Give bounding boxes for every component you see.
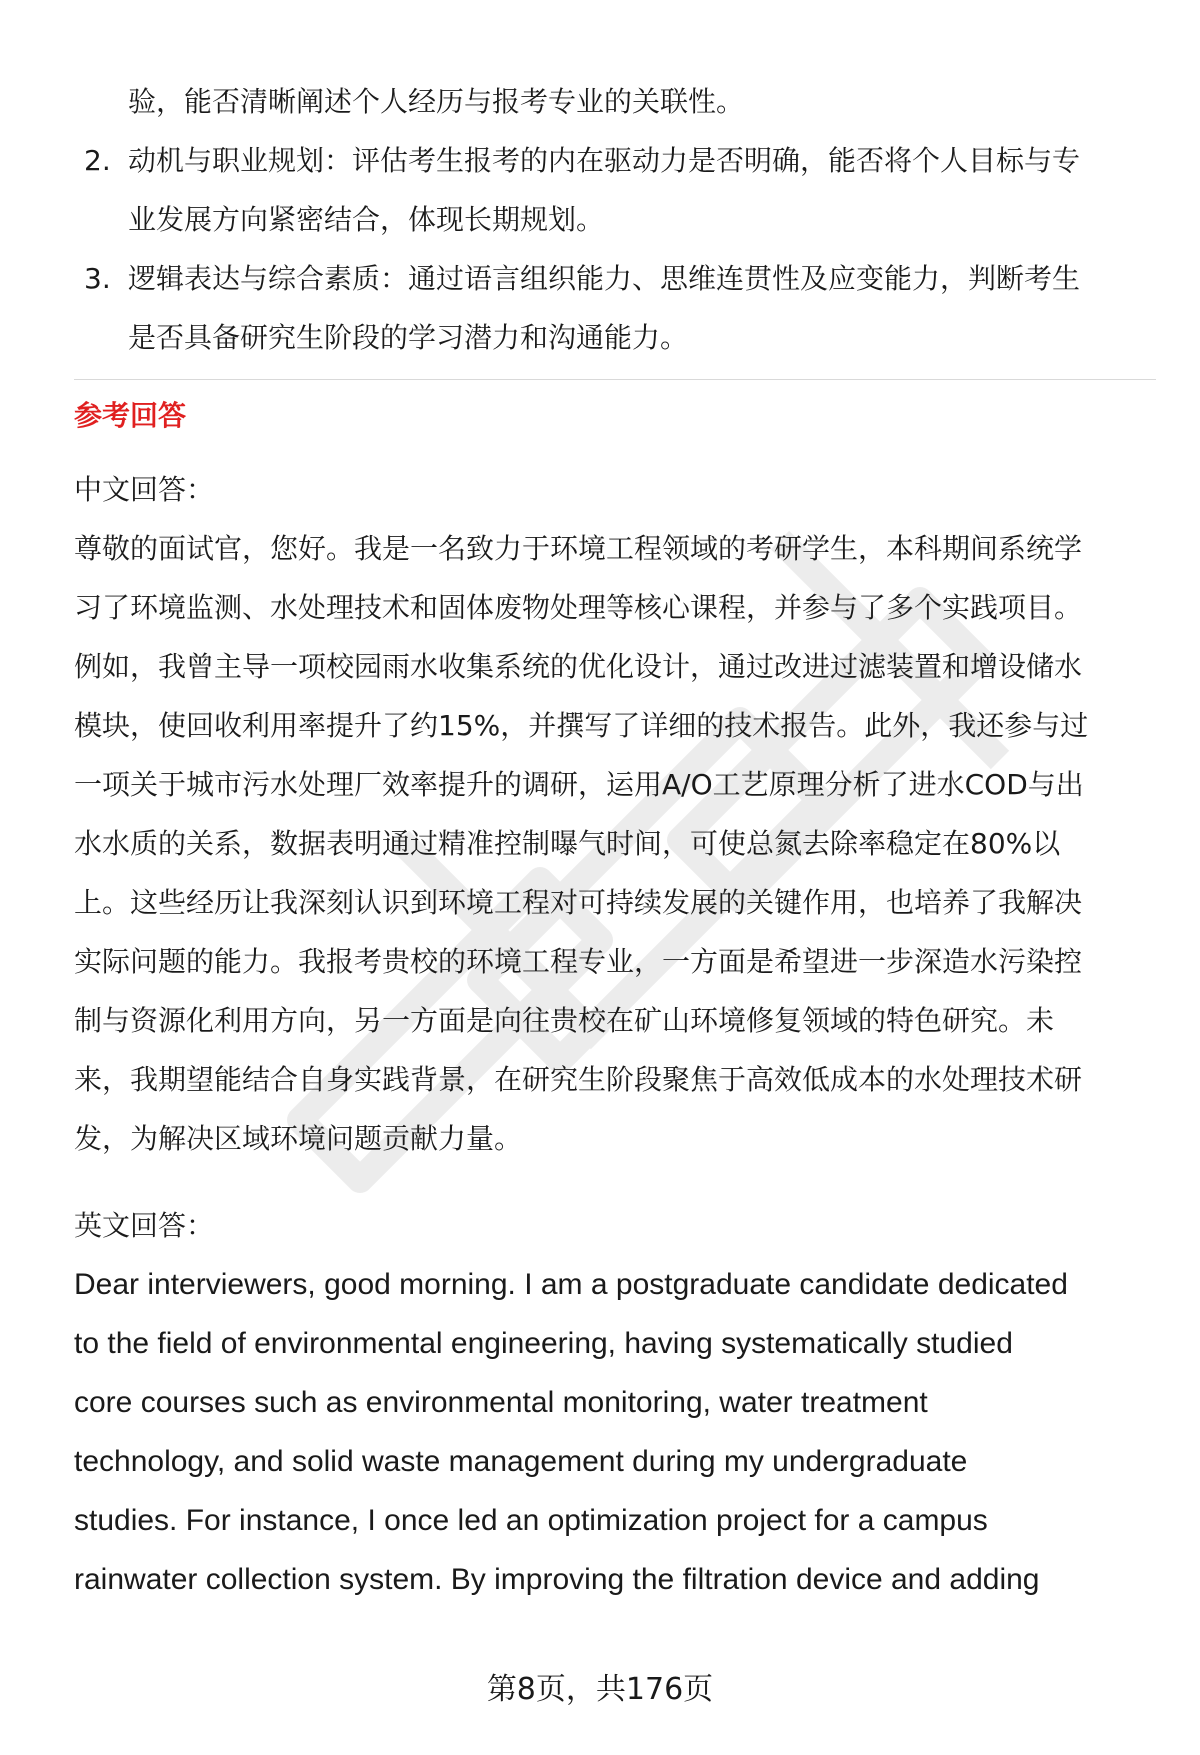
list-item-line: 是否具备研究生阶段的学习潜力和沟通能力。 bbox=[128, 321, 689, 354]
paragraph-line: rainwater collection system. By improving the filtration device and adding bbox=[74, 1563, 1040, 1596]
paragraph-line: to the field of environmental engineering, having systematically studied bbox=[74, 1327, 1013, 1360]
paragraph-line: 上。这些经历让我深刻认识到环境工程对可持续发展的关键作用，也培养了我解决 bbox=[74, 886, 1083, 919]
paragraph-line: 尊敬的面试官，您好。我是一名致力于环境工程领域的考研学生，本科期间系统学 bbox=[74, 532, 1083, 565]
list-item-line: 动机与职业规划：评估考生报考的内在驱动力是否明确，能否将个人目标与专 bbox=[128, 144, 1081, 177]
chinese-answer-body bbox=[74, 519, 1146, 1168]
list-item-number: 3. bbox=[84, 262, 111, 295]
list-item-number: 2. bbox=[84, 144, 111, 177]
paragraph-line: 一项关于城市污水处理厂效率提升的调研，运用A/O工艺原理分析了进水COD与出 bbox=[74, 768, 1084, 801]
paragraph-line: core courses such as environmental monitoring, water treatment bbox=[74, 1386, 928, 1419]
paragraph-line: 实际问题的能力。我报考贵校的环境工程专业，一方面是希望进一步深造水污染控 bbox=[74, 945, 1083, 978]
paragraph-line: 水水质的关系，数据表明通过精准控制曝气时间，可使总氮去除率稳定在80%以 bbox=[74, 827, 1061, 860]
page-content bbox=[74, 72, 1146, 1609]
english-answer-label: 英文回答： bbox=[74, 1209, 215, 1242]
paragraph-line: 来，我期望能结合自身实践背景，在研究生阶段聚焦于高效低成本的水处理技术研 bbox=[74, 1063, 1083, 1096]
list-item bbox=[74, 131, 1146, 249]
paragraph-line: technology, and solid waste management during my undergraduate bbox=[74, 1445, 968, 1478]
paragraph-line: studies. For instance, I once led an optimization project for a campus bbox=[74, 1504, 988, 1537]
paragraph-line: 习了环境监测、水处理技术和固体废物处理等核心课程，并参与了多个实践项目。 bbox=[74, 591, 1083, 624]
section-divider bbox=[74, 379, 1156, 380]
list-continuation-line: 验，能否清晰阐述个人经历与报考专业的关联性。 bbox=[128, 85, 745, 118]
page-number-footer: 第8页，共176页 bbox=[486, 1672, 714, 1707]
list-item-line: 业发展方向紧密结合，体现长期规划。 bbox=[128, 203, 605, 236]
paragraph-line: Dear interviewers, good morning. I am a postgraduate candidate dedicated bbox=[74, 1268, 1068, 1301]
english-answer-body bbox=[74, 1255, 1146, 1609]
list-item bbox=[74, 249, 1146, 367]
paragraph-line: 发，为解决区域环境问题贡献力量。 bbox=[74, 1122, 523, 1155]
paragraph-line: 模块，使回收利用率提升了约15%，并撰写了详细的技术报告。此外，我还参与过 bbox=[74, 709, 1089, 742]
paragraph-line: 制与资源化利用方向，另一方面是向往贵校在矿山环境修复领域的特色研究。未 bbox=[74, 1004, 1055, 1037]
paragraph-line: 例如，我曾主导一项校园雨水收集系统的优化设计，通过改进过滤装置和增设储水 bbox=[74, 650, 1083, 683]
list-item-line: 逻辑表达与综合素质：通过语言组织能力、思维连贯性及应变能力，判断考生 bbox=[128, 262, 1081, 295]
section-title: 参考回答 bbox=[74, 399, 187, 432]
chinese-answer-label: 中文回答： bbox=[74, 473, 215, 506]
